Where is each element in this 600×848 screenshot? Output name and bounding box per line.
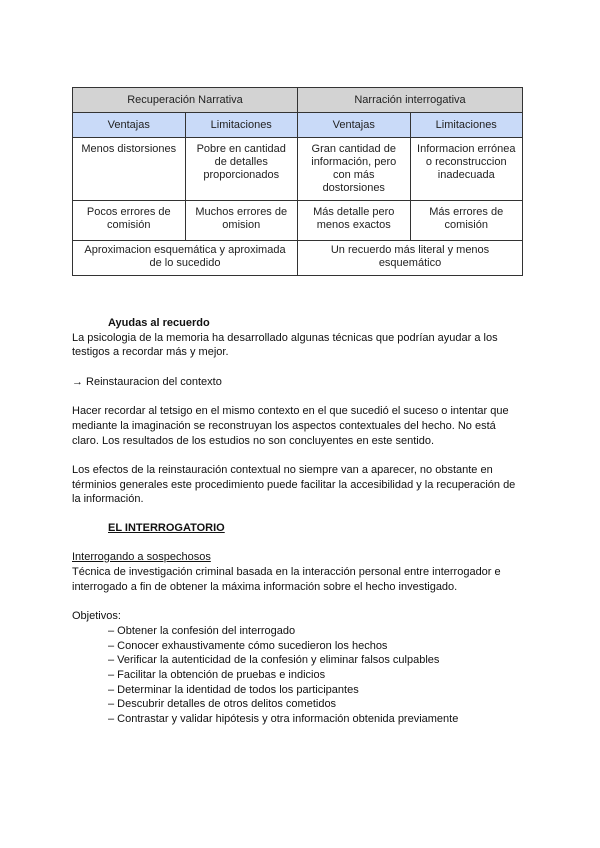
- list-item: – Determinar la identidad de todos los participantes: [108, 684, 359, 696]
- subheader: Limitaciones: [185, 113, 298, 138]
- table-cell: Más errores de comisión: [410, 201, 523, 241]
- list-item: – Descubrir detalles de otros delitos cometidos: [108, 698, 337, 710]
- table-cell: Aproximacion esquemática y aproximada de lo sucedido: [73, 241, 298, 276]
- subheader: Ventajas: [73, 113, 186, 138]
- text-line: interrogado a fin de obtener la máxima información sobre el hecho investigado.: [72, 581, 458, 593]
- table-cell: Menos distorsiones: [73, 138, 186, 201]
- subheading: Interrogando a sospechosos: [72, 551, 211, 563]
- text-line: términios generales este procedimiento puede facilitar la accesibilidad y la recuperación de: [72, 479, 516, 491]
- section-heading: Ayudas al recuerdo: [108, 317, 210, 329]
- text-line: Técnica de investigación criminal basada en la interacción personal entre interrogador e: [72, 566, 501, 578]
- group-header: Recuperación Narrativa: [73, 88, 298, 113]
- comparison-table: [72, 87, 523, 276]
- text-line: Los efectos de la reinstauración contextual no siempre van a aparecer, no obstante en: [72, 464, 493, 476]
- table-cell: Un recuerdo más literal y menos esquemático: [298, 241, 523, 276]
- table-cell: Informacion errónea o reconstruccion inadecuada: [410, 138, 523, 201]
- objetivos-label: Objetivos:: [72, 610, 121, 622]
- table-cell: Pocos errores de comisión: [73, 201, 186, 241]
- list-item: – Verificar la autenticidad de la confesión y eliminar falsos culpables: [108, 654, 440, 666]
- text-line: testigos a recordar más y mejor.: [72, 346, 229, 358]
- subheading: → Reinstauracion del contexto: [72, 376, 222, 388]
- subheader: Limitaciones: [410, 113, 523, 138]
- group-header: Narración interrogativa: [298, 88, 523, 113]
- table-cell: Gran cantidad de información, pero con más dostorsiones: [298, 138, 411, 201]
- subheader: Ventajas: [298, 113, 411, 138]
- text-line: la información.: [72, 493, 144, 505]
- table-cell: Más detalle pero menos exactos: [298, 201, 411, 241]
- text-line: mediante la imaginación se reconstruyan los aspectos contextuales del hecho. No está: [72, 420, 496, 432]
- text-line: La psicologia de la memoria ha desarrollado algunas técnicas que podrían ayudar a los: [72, 332, 498, 344]
- text-line: Hacer recordar al tetsigo en el mismo contexto en el que sucedió el suceso o intentar que: [72, 405, 509, 417]
- list-item: – Facilitar la obtención de pruebas e indicios: [108, 669, 326, 681]
- list-item: – Obtener la confesión del interrogado: [108, 625, 296, 637]
- table-cell: Muchos errores de omision: [185, 201, 298, 241]
- table-cell: Pobre en cantidad de detalles proporcionados: [185, 138, 298, 201]
- section-heading: EL INTERROGATORIO: [108, 522, 225, 534]
- list-item: – Conocer exhaustivamente cómo sucedieron los hechos: [108, 640, 388, 652]
- list-item: – Contrastar y validar hipótesis y otra información obtenida previamente: [108, 713, 459, 725]
- text-line: claro. Los resultados de los estudios no son concluyentes en este sentido.: [72, 435, 435, 447]
